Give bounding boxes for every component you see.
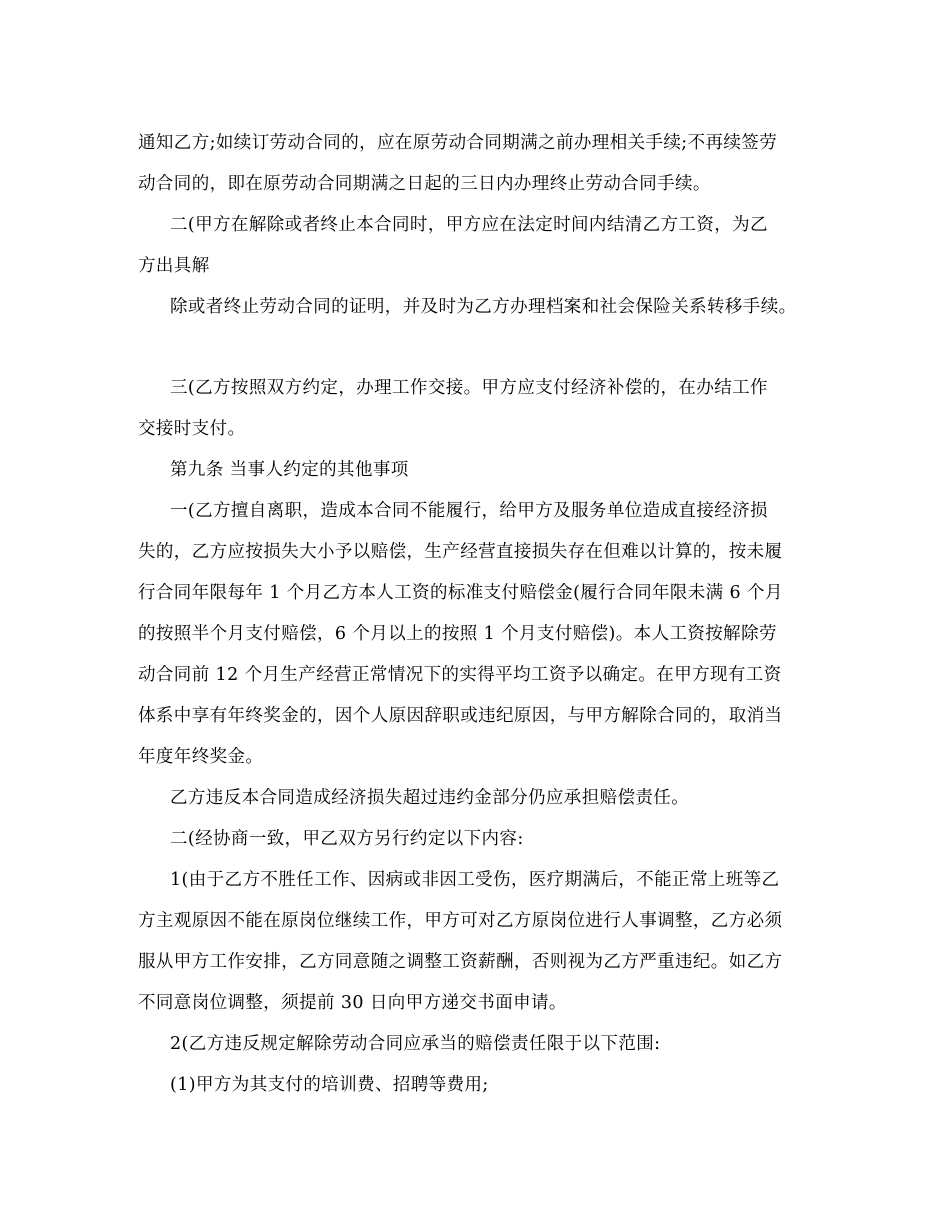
text-line: 动合同前 12 个月生产经营正常情况下的实得平均工资予以确定。在甲方现有工资 [138, 665, 782, 685]
text-line: 服从甲方工作安排，乙方同意随之调整工资薪酬，否则视为乙方严重违纪。如乙方 [138, 952, 783, 972]
text-line: 行合同年限每年 1 个月乙方本人工资的标准支付赔偿金(履行合同年限未满 6 个月 [138, 583, 783, 603]
text-line: 动合同的，即在原劳动合同期满之日起的三日内办理终止劳动合同手续。 [138, 174, 711, 194]
text-line: 的按照半个月支付赔偿，6 个月以上的按照 1 个月支付赔偿)。本人工资按解除劳 [138, 624, 777, 644]
text-line: 方主观原因不能在原岗位继续工作，甲方可对乙方原岗位进行人事调整，乙方必须 [138, 911, 783, 931]
text-line: 乙方违反本合同造成经济损失超过违约金部分仍应承担赔偿责任。 [170, 788, 690, 808]
text-line: 除或者终止劳动合同的证明，并及时为乙方办理档案和社会保险关系转移手续。 [170, 297, 797, 317]
text-line: 2(乙方违反规定解除劳动合同应承当的赔偿责任限于以下范围: [170, 1034, 661, 1054]
text-line: 体系中享有年终奖金的，因个人原因辞职或违纪原因，与甲方解除合同的，取消当 [138, 706, 783, 726]
text-line: 1(由于乙方不胜任工作、因病或非因工受伤，医疗期满后，不能正常上班等乙 [170, 870, 780, 890]
text-line: 不同意岗位调整，须提前 30 日向甲方递交书面申请。 [138, 993, 567, 1013]
text-line: 方出具解 [138, 256, 210, 276]
text-line: 通知乙方;如续订劳动合同的，应在原劳动合同期满之前办理相关手续;不再续签劳 [138, 133, 778, 153]
section-heading: 第九条 当事人约定的其他事项 [170, 460, 409, 480]
text-line: 失的，乙方应按损失大小予以赔偿，生产经营直接损失存在但难以计算的，按未履 [138, 542, 783, 562]
text-line: 二(甲方在解除或者终止本合同时，甲方应在法定时间内结清乙方工资，为乙 [170, 215, 768, 235]
text-line: 二(经协商一致，甲乙双方另行约定以下内容: [170, 829, 524, 849]
text-line: (1)甲方为其支付的培训费、招聘等费用; [170, 1075, 489, 1095]
text-line: 三(乙方按照双方约定，办理工作交接。甲方应支付经济补偿的，在办结工作 [170, 378, 768, 398]
text-line: 交接时支付。 [138, 419, 246, 439]
text-line: 一(乙方擅自离职，造成本合同不能履行，给甲方及服务单位造成直接经济损 [170, 501, 768, 521]
text-line: 年度年终奖金。 [138, 747, 264, 767]
